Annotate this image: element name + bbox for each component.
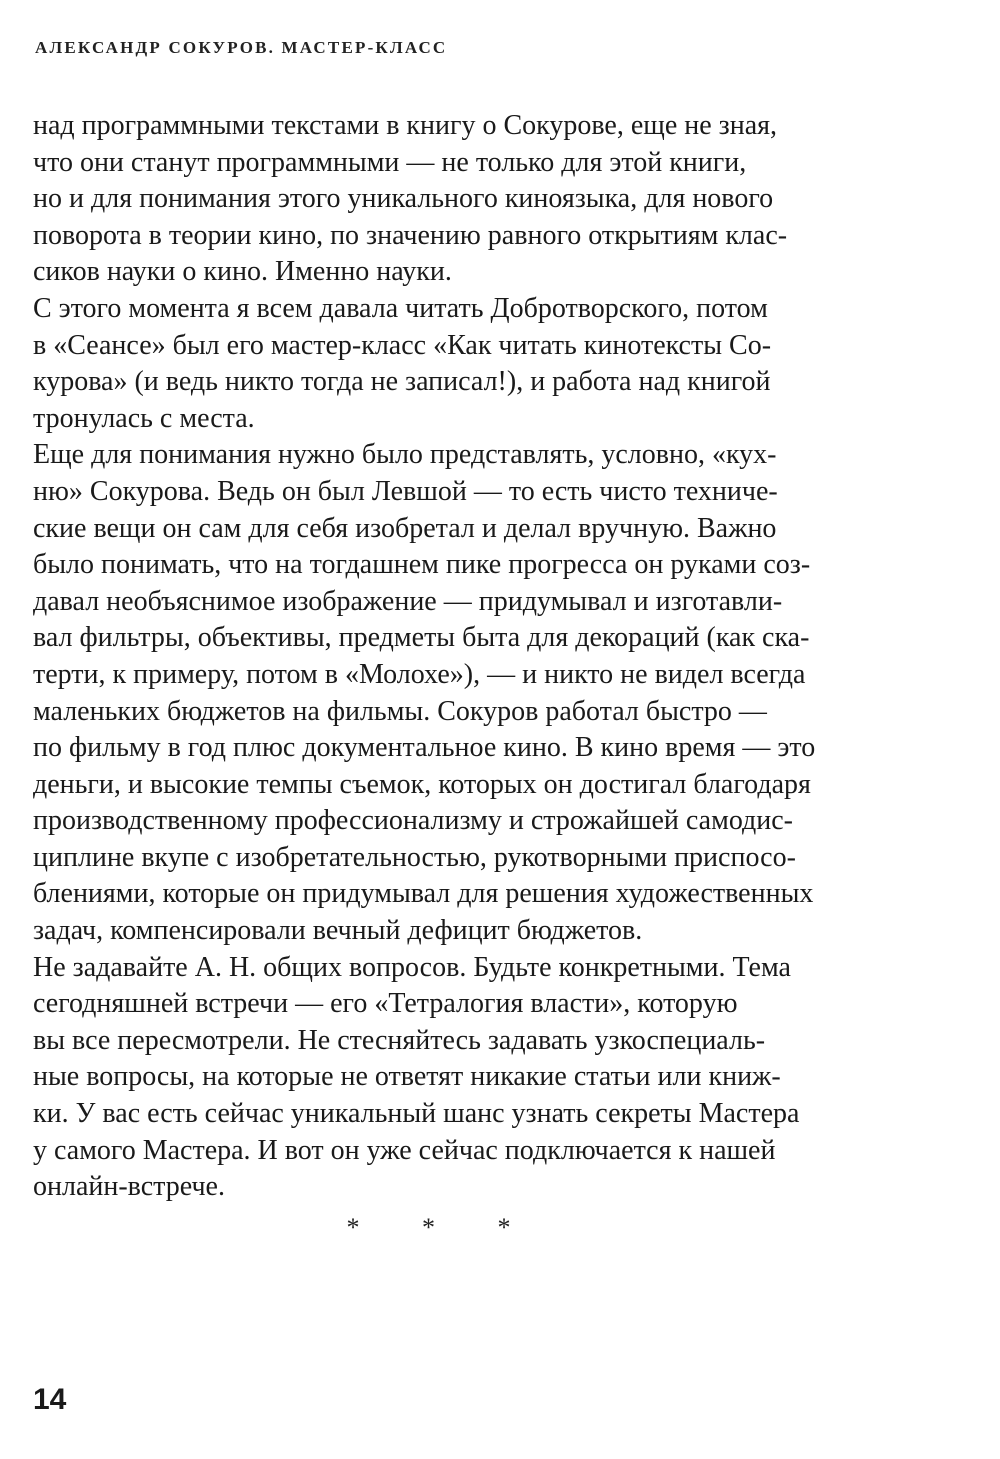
text-line: терти, к примеру, потом в «Молохе»), — и никто не видел всегда bbox=[33, 658, 806, 690]
text-line: вал фильтры, объективы, предметы быта для декораций (как ска- bbox=[33, 622, 810, 654]
text-line: тронулась с места. bbox=[33, 402, 255, 434]
text-line: сегодняшней встречи — его «Тетралогия власти», которую bbox=[33, 988, 738, 1020]
text-line: маленьких бюджетов на фильмы. Сокуров работал быстро — bbox=[33, 695, 767, 727]
text-line: ки. У вас есть сейчас уникальный шанс узнать секреты Мастера bbox=[33, 1098, 800, 1130]
text-line: было понимать, что на тогдашнем пике прогресса он руками соз- bbox=[33, 549, 811, 581]
text-line: давал необъяснимое изображение — придумывал и изготавли- bbox=[33, 585, 783, 617]
text-line: Не задавайте А. Н. общих вопросов. Будьте конкретными. Тема bbox=[33, 951, 791, 983]
text-line: вы все пересмотрели. Не стесняйтесь задавать узкоспециаль- bbox=[33, 1024, 766, 1056]
body-text bbox=[33, 108, 863, 1206]
text-line: над программными текстами в книгу о Сокурове, еще не зная, bbox=[33, 110, 778, 141]
text-line: ню» Сокурова. Ведь он был Левшой — то есть чисто техниче- bbox=[33, 475, 778, 507]
text-line: деньги, и высокие темпы съемок, которых он достигал благодаря bbox=[33, 768, 811, 800]
text-line: поворота в теории кино, по значению равного открытиям клас- bbox=[33, 219, 788, 251]
text-line: задач, компенсировали вечный дефицит бюджетов. bbox=[33, 915, 643, 947]
text-line: курова» (и ведь никто тогда не записал!), и работа над книгой bbox=[33, 366, 771, 398]
text-line: ские вещи он сам для себя изобретал и делал вручную. Важно bbox=[33, 512, 777, 544]
text-line: но и для понимания этого уникального киноязыка, для нового bbox=[33, 183, 774, 215]
text-line: что они станут программными — не только для этой книги, bbox=[33, 146, 747, 178]
text-line: у самого Мастера. И вот он уже сейчас подключается к нашей bbox=[33, 1134, 776, 1166]
text-line: онлайн-встрече. bbox=[33, 1171, 225, 1203]
text-line: ные вопросы, на которые не ответят никакие статьи или книж- bbox=[33, 1061, 781, 1093]
text-line: в «Сеансе» был его мастер-класс «Как читать кинотексты Со- bbox=[33, 329, 772, 361]
text-line: сиков науки о кино. Именно науки. bbox=[33, 256, 452, 288]
text-line: Еще для понимания нужно было представлять, условно, «кух- bbox=[33, 439, 777, 471]
text-line: производственному профессионализму и строжайшей самодис- bbox=[33, 805, 794, 837]
text-line: по фильму в год плюс документальное кино. В кино время — это bbox=[33, 732, 816, 764]
text-line: блениями, которые он придумывал для решения художественных bbox=[33, 878, 814, 910]
text-line: циплине вкупе с изобретательностью, рукотворными приспосо- bbox=[33, 841, 796, 873]
section-separator: * * * bbox=[346, 1213, 539, 1242]
running-head: АЛЕКСАНДР СОКУРОВ. МАСТЕР-КЛАСС bbox=[35, 38, 448, 57]
text-line: С этого момента я всем давала читать Добротворского, потом bbox=[33, 292, 768, 324]
page-number: 14 bbox=[33, 1383, 67, 1416]
